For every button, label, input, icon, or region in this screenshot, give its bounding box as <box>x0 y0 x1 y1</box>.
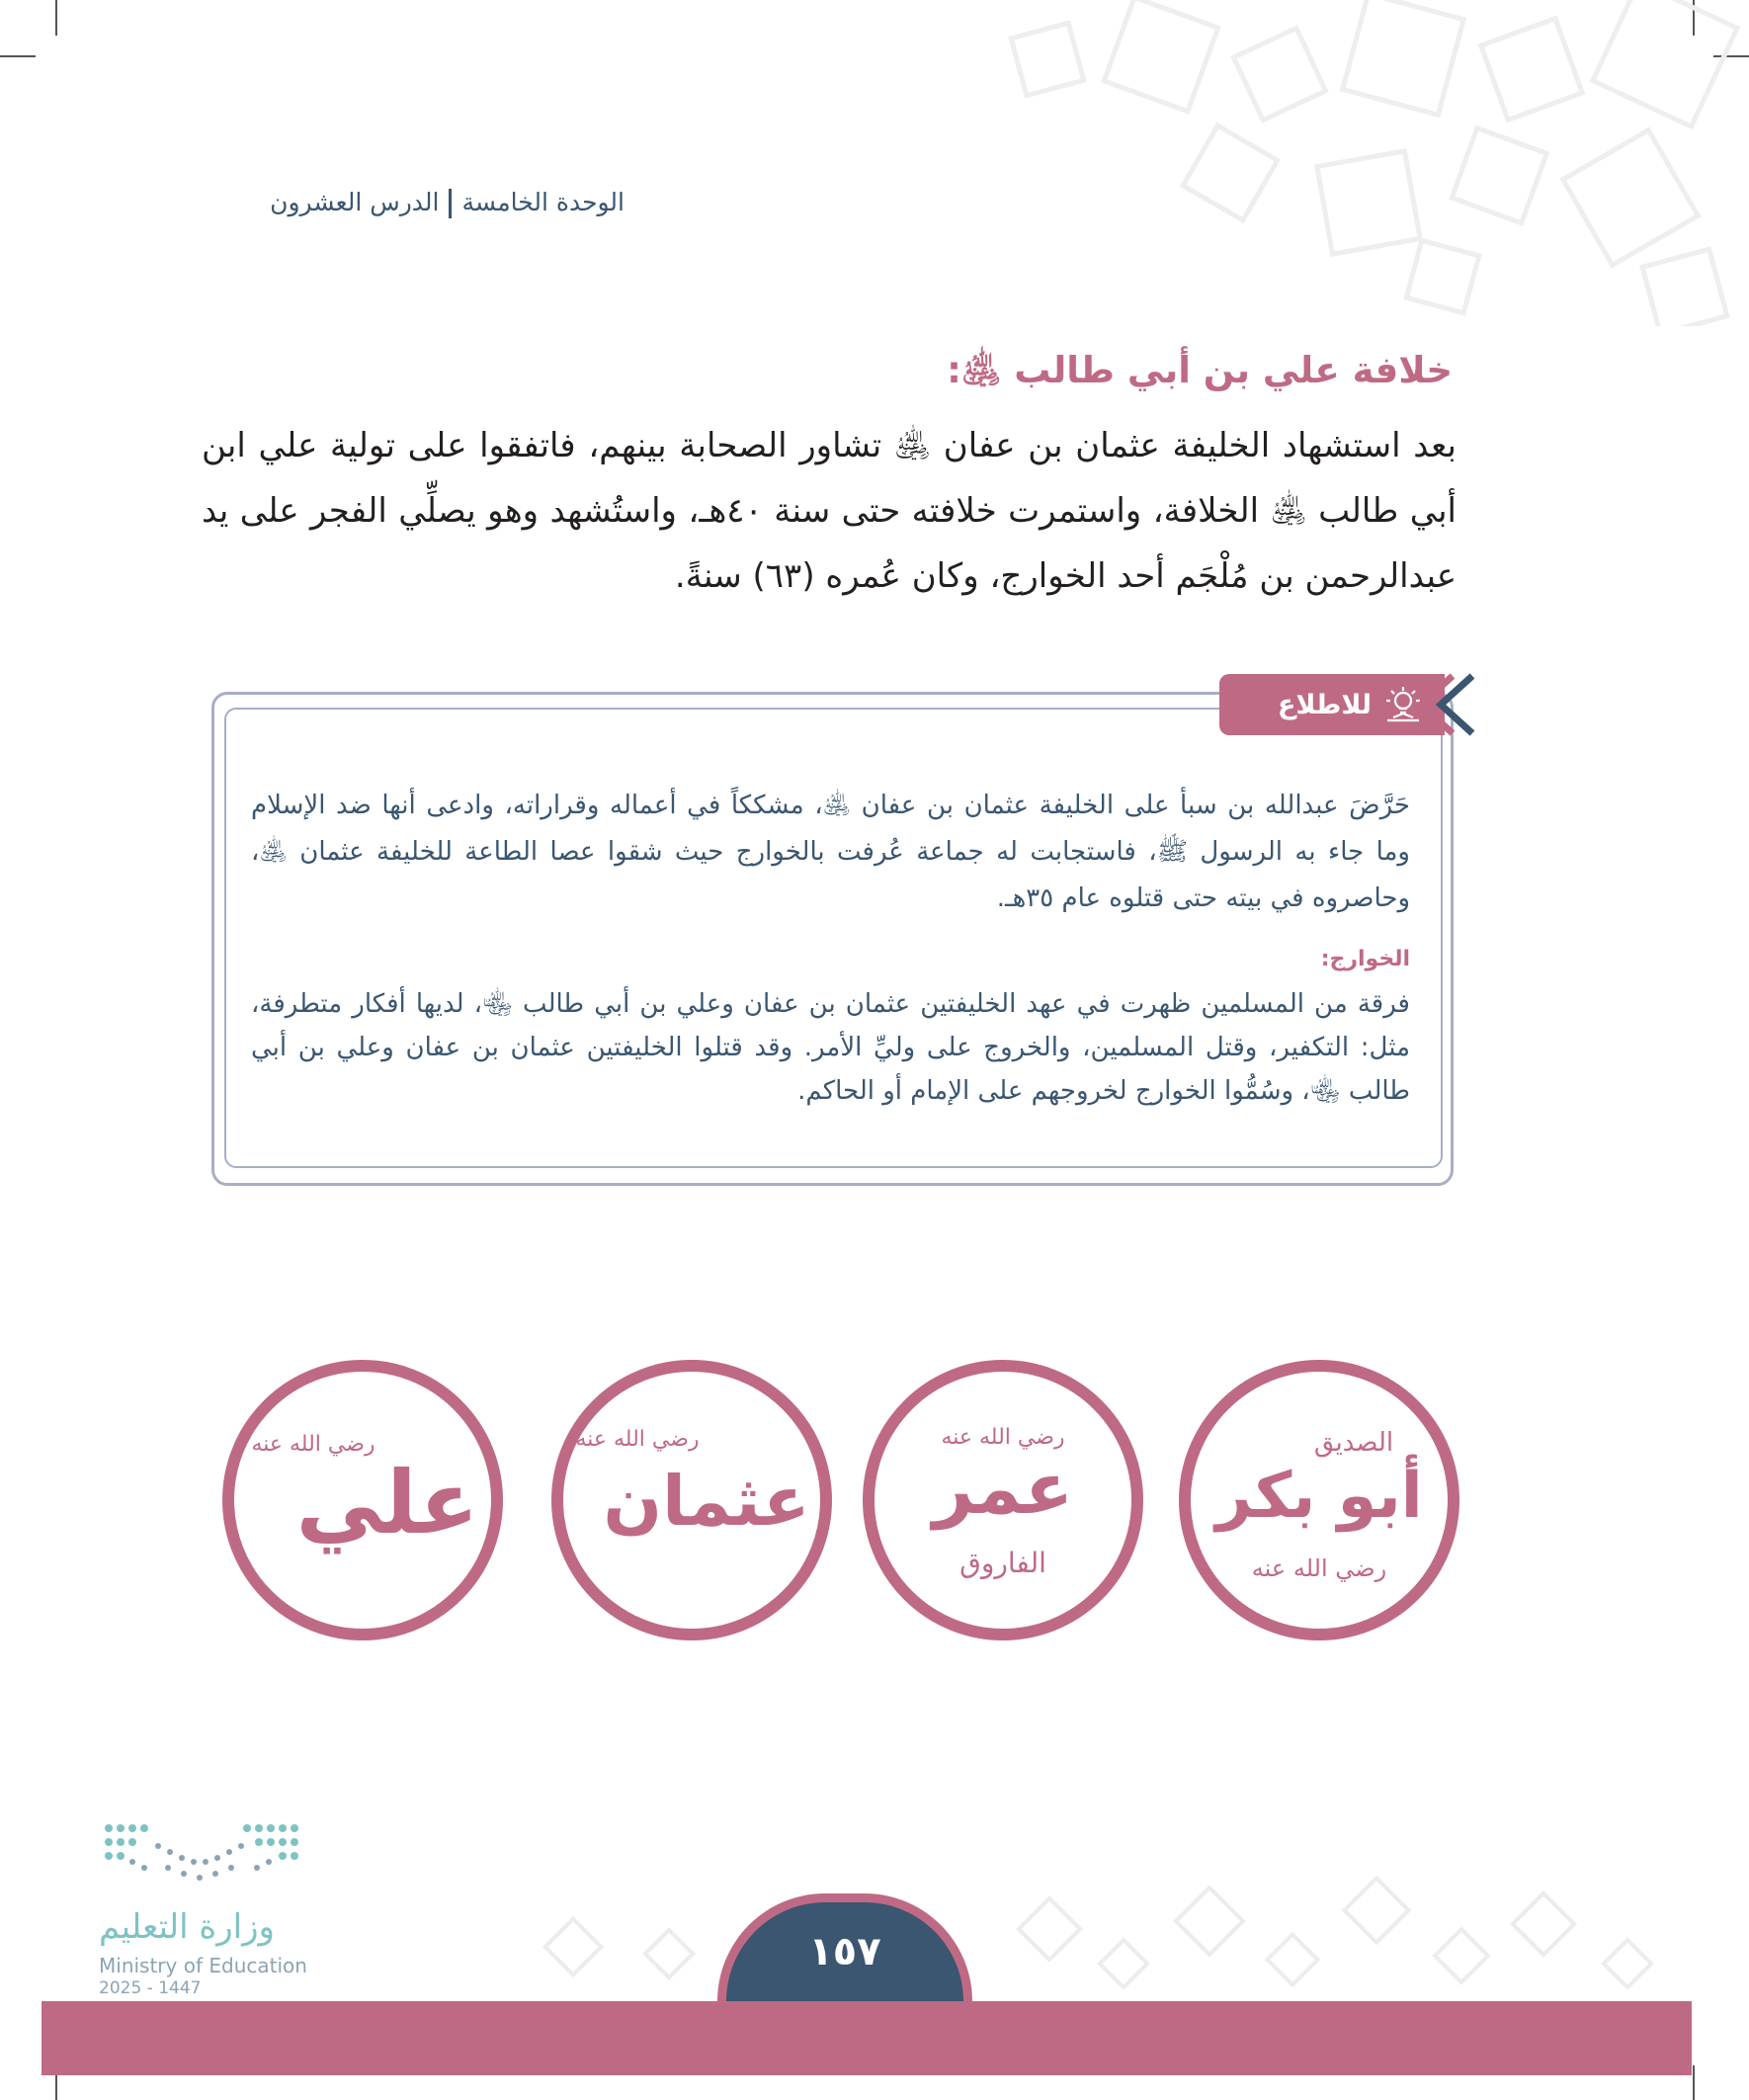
unit-lesson-header <box>270 188 625 218</box>
page-number: ١٥٧ <box>726 1902 963 2001</box>
info-paragraph-2: فرقة من المسلمين ظهرت في عهد الخليفتين عثمان بن عفان وعلي بن أبي طالب ﵄، لديها أفكار متطرفة، مثل: التكفير، وقتل المسلمين، والخروج على وليِّ الأمر. وقد قتلوا الخليفتين عثمان بن عفان وعلي بن أبي طالب ﵄، وسُمُّوا الخوارج لخروجهم على الإمام أو الحاكم. <box>251 989 1410 1106</box>
section-body: بعد استشهاد الخليفة عثمان بن عفان ﵁ تشاور الصحابة بينهم، فاتفقوا على تولية علي ابن أبي طالب ﵁ الخلافة، واستمرت خلافته حتى سنة ٤٠هـ، واستُشهد وهو يصلِّي الفجر على يد عبدالرحمن بن مُلْجَم أحد الخوارج، وكان عُمره (٦٣) سنةً. <box>202 426 1458 596</box>
info-box-tab-label: للاطلاع <box>1277 689 1372 720</box>
info-paragraph-1: حَرَّضَ عبدالله بن سبأ على الخليفة عثمان بن عفان ﵁، مشككاً في أعماله وقراراته، وادعى أنها ضد الإسلام وما جاء به الرسول ﷺ، فاستجابت له جماعة عُرفت بالخوارج حيث شقوا عصا الطاعة للخليفة عثمان ﵁، وحاصروه في بيته حتى قتلوه عام ٣٥هـ. <box>251 791 1410 913</box>
medallion-name: عثمان <box>603 1461 810 1542</box>
crop-mark <box>1693 2065 1695 2100</box>
medallion-blessing: رضي الله عنه <box>575 1427 700 1452</box>
ministry-name-arabic: وزارة التعليم <box>99 1907 275 1947</box>
medallion-uthman <box>548 1357 835 1643</box>
header-divider <box>449 189 452 218</box>
footer-band <box>42 2001 1692 2075</box>
info-box-tab <box>1219 674 1445 735</box>
edition-year: 2025 - 1447 <box>99 1978 202 1998</box>
medallion-blessing: رضي الله عنه <box>1251 1554 1387 1582</box>
section-title: خلافة علي بن أبي طالب ﵁: <box>947 349 1453 391</box>
ministry-logo-icon <box>99 1816 316 1915</box>
medallion-abu-bakr <box>1176 1357 1462 1643</box>
lesson-label: الدرس العشرون <box>270 188 440 216</box>
medallion-title: الفاروق <box>959 1547 1046 1579</box>
crop-mark <box>0 55 36 57</box>
medallion-title: الصديق <box>1313 1428 1394 1458</box>
unit-label: الوحدة الخامسة <box>461 188 625 216</box>
crop-mark <box>55 0 57 36</box>
decorative-pattern-top <box>998 0 1749 326</box>
chevron-left-icon <box>1417 672 1476 737</box>
medallion-name: علي <box>295 1452 479 1554</box>
medallion-blessing: رضي الله عنه <box>251 1432 375 1457</box>
medallion-name: عمر <box>932 1447 1074 1530</box>
ministry-name-english: Ministry of Education <box>99 1954 307 1977</box>
medallion-blessing: رضي الله عنه <box>941 1425 1065 1450</box>
info-subheading: الخوارج: <box>1320 947 1410 971</box>
decorative-pattern-bottom <box>514 1868 1700 2001</box>
medallion-umar <box>860 1357 1146 1643</box>
medallion-name: أبو بكر <box>1215 1460 1423 1533</box>
medallion-ali <box>219 1357 506 1643</box>
